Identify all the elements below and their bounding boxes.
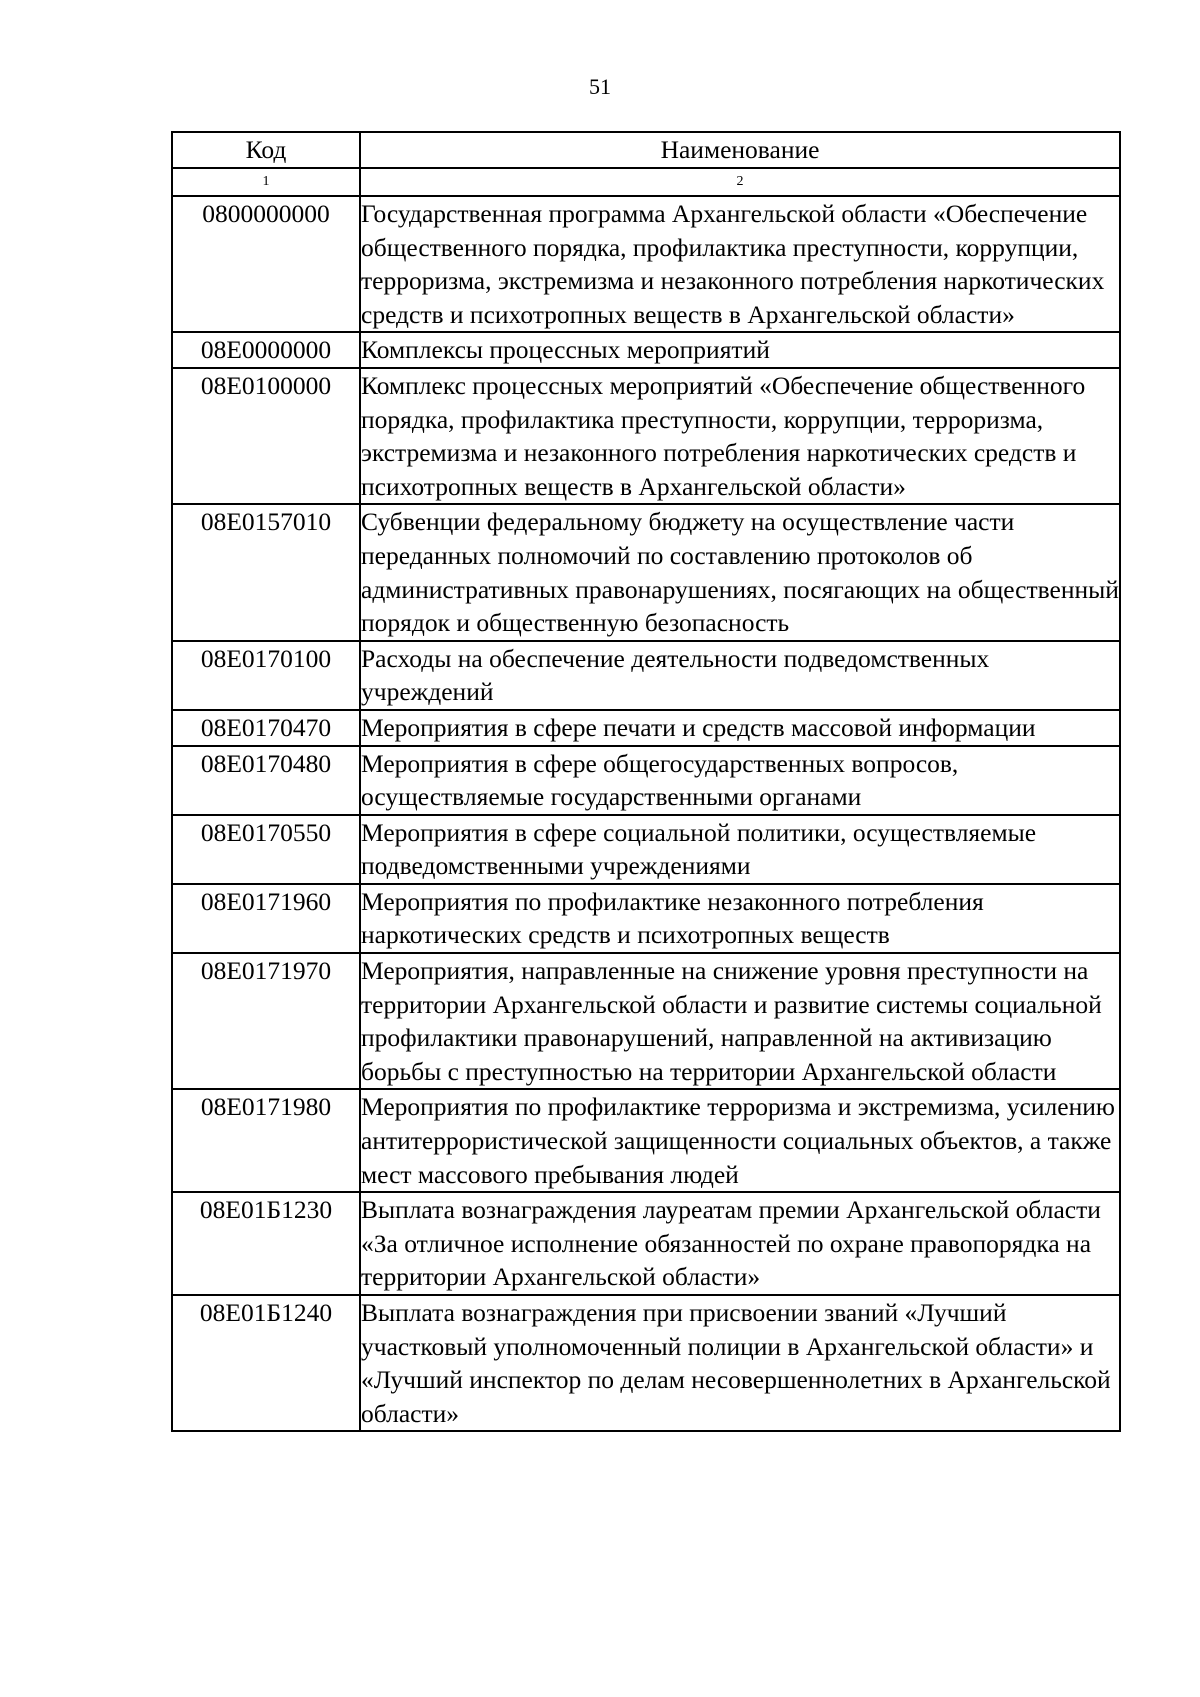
row-code: 08Е0170100 — [172, 641, 360, 710]
row-code: 08Е0171980 — [172, 1089, 360, 1192]
table-row — [172, 1089, 1120, 1192]
classifier-table — [171, 131, 1121, 1432]
row-code: 08Е01Б1240 — [172, 1295, 360, 1431]
row-name: Мероприятия по профилактике незаконного потребления наркотических средств и психотропных веществ — [360, 884, 1120, 953]
row-name: Комплекс процессных мероприятий «Обеспечение общественного порядка, профилактика преступности, коррупции, терроризма, экстремизма и незаконного потребления наркотических средств и психотропных веществ в Архангельской области» — [360, 368, 1120, 504]
row-name: Субвенции федеральному бюджету на осуществление части переданных полномочий по составлению протоколов об административных правонарушениях, посягающих на общественный порядок и общественную безопасность — [360, 504, 1120, 640]
table-row — [172, 196, 1120, 332]
row-code: 08Е0157010 — [172, 504, 360, 640]
row-code: 08Е0170470 — [172, 710, 360, 746]
column-header-name: Наименование — [360, 132, 1120, 168]
row-code: 08Е0170550 — [172, 815, 360, 884]
table-row — [172, 884, 1120, 953]
table-row — [172, 1295, 1120, 1431]
table-row — [172, 641, 1120, 710]
table-row — [172, 1192, 1120, 1295]
column-header-code: Код — [172, 132, 360, 168]
column-index-row — [172, 168, 1120, 196]
page-number: 51 — [589, 74, 611, 99]
table-row — [172, 504, 1120, 640]
row-code: 08Е01Б1230 — [172, 1192, 360, 1295]
row-name: Выплата вознаграждения лауреатам премии Архангельской области «За отличное исполнение обязанностей по охране правопорядка на территории Архангельской области» — [360, 1192, 1120, 1295]
table-row — [172, 746, 1120, 815]
table-header-row — [172, 132, 1120, 168]
row-name: Выплата вознаграждения при присвоении званий «Лучший участковый уполномоченный полиции в Архангельской области» и «Лучший инспектор по делам несовершеннолетних в Архангельской области» — [360, 1295, 1120, 1431]
row-code: 08Е0171960 — [172, 884, 360, 953]
row-code: 08Е0171970 — [172, 953, 360, 1089]
table-row — [172, 368, 1120, 504]
row-name: Мероприятия в сфере печати и средств массовой информации — [360, 710, 1120, 746]
table-row — [172, 710, 1120, 746]
table-row — [172, 953, 1120, 1089]
row-name: Расходы на обеспечение деятельности подведомственных учреждений — [360, 641, 1120, 710]
row-code: 08Е0000000 — [172, 332, 360, 368]
row-name: Мероприятия, направленные на снижение уровня преступности на территории Архангельской области и развитие системы социальной профилактики правонарушений, направленной на активизацию борьбы с преступностью на территории Архангельской области — [360, 953, 1120, 1089]
row-code: 08Е0170480 — [172, 746, 360, 815]
table-row — [172, 332, 1120, 368]
row-name: Мероприятия по профилактике терроризма и экстремизма, усилению антитеррористической защищенности социальных объектов, а также мест массового пребывания людей — [360, 1089, 1120, 1192]
row-code: 08Е0100000 — [172, 368, 360, 504]
column-index-code: 1 — [172, 168, 360, 196]
row-code: 0800000000 — [172, 196, 360, 332]
row-name: Мероприятия в сфере социальной политики, осуществляемые подведомственными учреждениями — [360, 815, 1120, 884]
column-index-name: 2 — [360, 168, 1120, 196]
row-name: Мероприятия в сфере общегосударственных вопросов, осуществляемые государственными органами — [360, 746, 1120, 815]
row-name: Комплексы процессных мероприятий — [360, 332, 1120, 368]
table-row — [172, 815, 1120, 884]
row-name: Государственная программа Архангельской области «Обеспечение общественного порядка, профилактика преступности, коррупции, терроризма, экстремизма и незаконного потребления наркотических средств и психотропных веществ в Архангельской области» — [360, 196, 1120, 332]
